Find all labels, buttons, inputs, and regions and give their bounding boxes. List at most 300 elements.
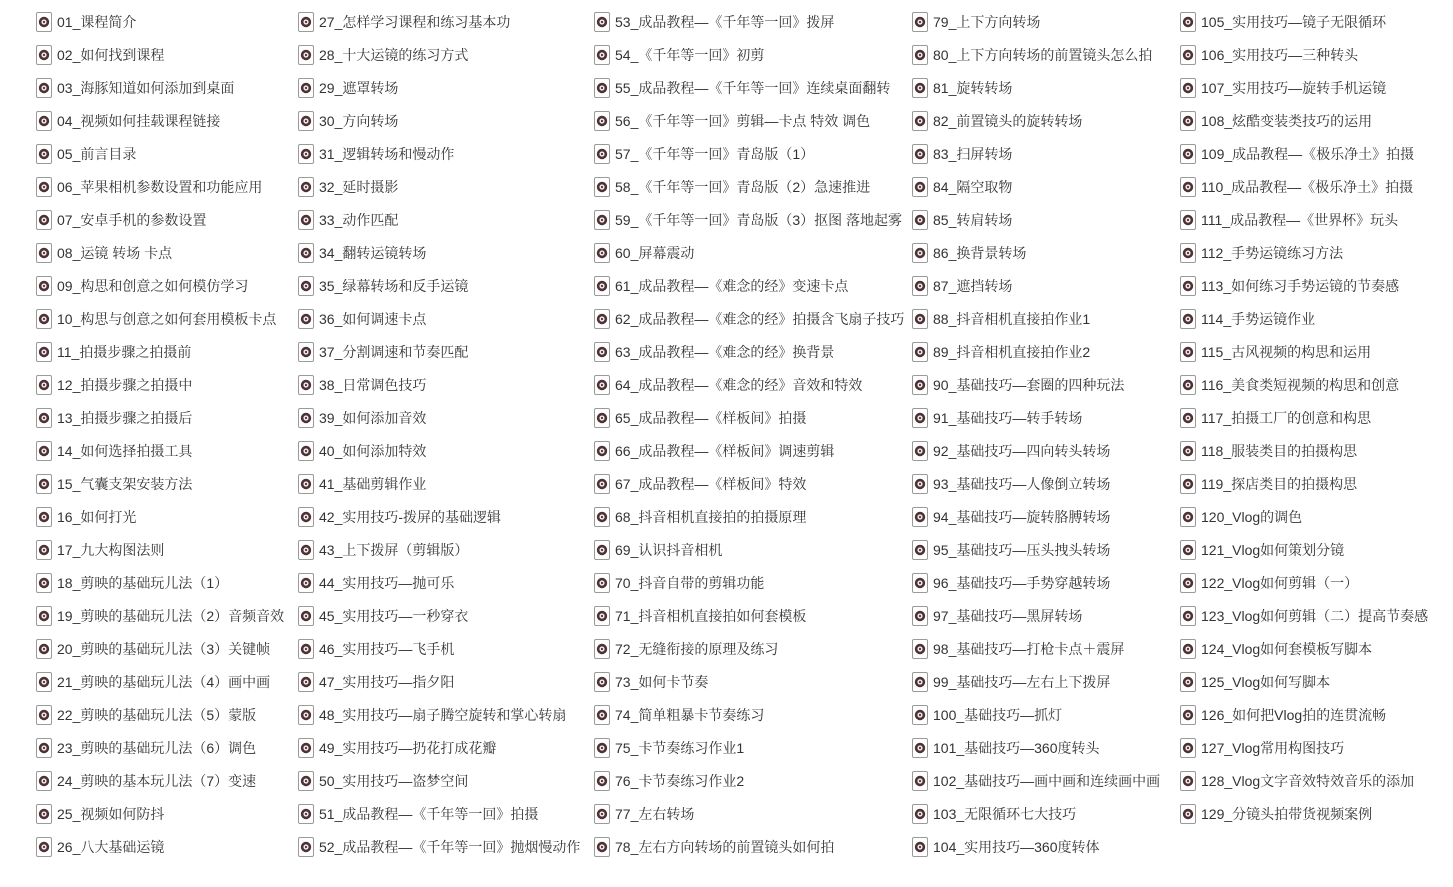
- file-item[interactable]: [298, 830, 580, 863]
- file-item-label: 95_基础技巧—压头拽头转场: [933, 542, 1111, 558]
- file-item[interactable]: [1180, 38, 1428, 71]
- file-item-label: 53_成品教程—《千年等一回》拨屏: [615, 14, 835, 30]
- file-item-label: 66_成品教程—《样板间》调速剪辑: [615, 443, 835, 459]
- file-item[interactable]: [594, 104, 904, 137]
- file-item-label: 110_成品教程—《极乐净土》拍摄: [1201, 179, 1414, 195]
- file-item-label: 117_拍摄工厂的创意和构思: [1201, 410, 1372, 426]
- video-file-icon: [912, 573, 928, 593]
- file-item-label: 09_构思和创意之如何模仿学习: [57, 278, 249, 294]
- file-item-label: 65_成品教程—《样板间》拍摄: [615, 410, 807, 426]
- video-file-icon: [912, 45, 928, 65]
- video-file-icon: [594, 606, 610, 626]
- file-item[interactable]: [298, 170, 580, 203]
- video-file-icon: [298, 771, 314, 791]
- file-item-label: 83_扫屏转场: [933, 146, 1013, 162]
- file-item[interactable]: [912, 236, 1160, 269]
- video-file-icon: [912, 771, 928, 791]
- file-item-label: 42_实用技巧-拨屏的基础逻辑: [319, 509, 502, 525]
- file-item[interactable]: [594, 5, 904, 38]
- video-file-icon: [1180, 375, 1196, 395]
- video-file-icon: [594, 705, 610, 725]
- file-item[interactable]: [36, 269, 284, 302]
- video-file-icon: [36, 309, 52, 329]
- file-item[interactable]: [298, 71, 580, 104]
- file-item[interactable]: [1180, 500, 1428, 533]
- video-file-icon: [594, 738, 610, 758]
- file-item[interactable]: [594, 533, 904, 566]
- file-item[interactable]: [912, 434, 1160, 467]
- file-item[interactable]: [912, 302, 1160, 335]
- file-item-label: 39_如何添加音效: [319, 410, 427, 426]
- video-file-icon: [1180, 45, 1196, 65]
- file-item[interactable]: [594, 335, 904, 368]
- file-item[interactable]: [594, 137, 904, 170]
- file-item[interactable]: [36, 533, 284, 566]
- file-item[interactable]: [1180, 368, 1428, 401]
- video-file-icon: [36, 507, 52, 527]
- file-item-label: 62_成品教程—《难念的经》拍摄含飞扇子技巧: [615, 311, 905, 327]
- file-item[interactable]: [594, 269, 904, 302]
- video-file-icon: [594, 375, 610, 395]
- file-item[interactable]: [1180, 698, 1428, 731]
- file-item-label: 36_如何调速卡点: [319, 311, 427, 327]
- file-item-label: 84_隔空取物: [933, 179, 1013, 195]
- file-item-label: 129_分镜头拍带货视频案例: [1201, 806, 1373, 822]
- video-file-icon: [36, 639, 52, 659]
- file-item[interactable]: [594, 203, 904, 236]
- file-item[interactable]: [298, 38, 580, 71]
- file-item[interactable]: [298, 467, 580, 500]
- file-item-label: 101_基础技巧—360度转头: [933, 740, 1100, 756]
- file-item[interactable]: [594, 698, 904, 731]
- file-item[interactable]: [298, 269, 580, 302]
- video-file-icon: [298, 243, 314, 263]
- file-item[interactable]: [298, 533, 580, 566]
- video-file-icon: [594, 540, 610, 560]
- file-item[interactable]: [912, 566, 1160, 599]
- file-item-label: 98_基础技巧—打枪卡点＋震屏: [933, 641, 1125, 657]
- file-item[interactable]: [1180, 203, 1428, 236]
- video-file-icon: [912, 639, 928, 659]
- file-item-label: 40_如何添加特效: [319, 443, 427, 459]
- file-item[interactable]: [36, 368, 284, 401]
- file-item[interactable]: [1180, 599, 1428, 632]
- file-item[interactable]: [912, 599, 1160, 632]
- file-item[interactable]: [912, 335, 1160, 368]
- file-item[interactable]: [1180, 71, 1428, 104]
- file-item[interactable]: [594, 236, 904, 269]
- file-item[interactable]: [36, 764, 284, 797]
- file-item[interactable]: [912, 797, 1160, 830]
- file-item[interactable]: [912, 137, 1160, 170]
- video-file-icon: [36, 243, 52, 263]
- file-item[interactable]: [594, 599, 904, 632]
- file-item[interactable]: [1180, 764, 1428, 797]
- file-item[interactable]: [1180, 533, 1428, 566]
- file-item-label: 14_如何选择拍摄工具: [57, 443, 193, 459]
- video-file-icon: [912, 276, 928, 296]
- file-item[interactable]: [912, 698, 1160, 731]
- file-item[interactable]: [594, 566, 904, 599]
- file-item[interactable]: [36, 401, 284, 434]
- file-item-label: 13_拍摄步骤之拍摄后: [57, 410, 193, 426]
- file-item[interactable]: [912, 38, 1160, 71]
- video-file-icon: [298, 408, 314, 428]
- file-item-label: 43_上下拨屏（剪辑版）: [319, 542, 469, 558]
- video-file-icon: [36, 672, 52, 692]
- video-file-icon: [594, 837, 610, 857]
- file-item[interactable]: [36, 665, 284, 698]
- video-file-icon: [594, 45, 610, 65]
- video-file-icon: [594, 804, 610, 824]
- file-item[interactable]: [298, 302, 580, 335]
- file-item[interactable]: [1180, 401, 1428, 434]
- file-item[interactable]: [298, 500, 580, 533]
- file-item-label: 119_探店类目的拍摄构思: [1201, 476, 1358, 492]
- file-item[interactable]: [36, 467, 284, 500]
- file-item-label: 78_左右方向转场的前置镜头如何拍: [615, 839, 835, 855]
- file-item[interactable]: [36, 236, 284, 269]
- file-item-label: 99_基础技巧—左右上下拨屏: [933, 674, 1111, 690]
- video-file-icon: [298, 804, 314, 824]
- video-file-icon: [594, 111, 610, 131]
- file-item[interactable]: [1180, 566, 1428, 599]
- video-file-icon: [912, 309, 928, 329]
- file-item-label: 52_成品教程—《千年等一回》抛烟慢动作: [319, 839, 581, 855]
- file-item[interactable]: [1180, 797, 1428, 830]
- file-item[interactable]: [36, 599, 284, 632]
- file-item[interactable]: [594, 38, 904, 71]
- file-item[interactable]: [1180, 632, 1428, 665]
- file-item-label: 21_剪映的基础玩儿法（4）画中画: [57, 674, 271, 690]
- video-file-icon: [36, 144, 52, 164]
- video-file-icon: [912, 111, 928, 131]
- file-item[interactable]: [298, 566, 580, 599]
- file-item-label: 105_实用技巧—镜子无限循环: [1201, 14, 1387, 30]
- file-item[interactable]: [1180, 269, 1428, 302]
- file-item-label: 38_日常调色技巧: [319, 377, 427, 393]
- file-item-label: 59_《千年等一回》青岛版（3）抠图 落地起雾: [615, 212, 903, 228]
- video-file-icon: [1180, 309, 1196, 329]
- video-file-icon: [36, 408, 52, 428]
- file-item[interactable]: [1180, 137, 1428, 170]
- video-file-icon: [594, 12, 610, 32]
- file-item[interactable]: [594, 401, 904, 434]
- video-file-icon: [36, 78, 52, 98]
- file-item-label: 64_成品教程—《难念的经》音效和特效: [615, 377, 863, 393]
- file-item-label: 07_安卓手机的参数设置: [57, 212, 207, 228]
- video-file-icon: [36, 12, 52, 32]
- video-file-icon: [298, 573, 314, 593]
- file-item[interactable]: [1180, 302, 1428, 335]
- file-item-label: 72_无缝衔接的原理及练习: [615, 641, 779, 657]
- file-item[interactable]: [1180, 170, 1428, 203]
- file-item[interactable]: [36, 302, 284, 335]
- file-item[interactable]: [36, 566, 284, 599]
- video-file-icon: [912, 408, 928, 428]
- video-file-icon: [36, 441, 52, 461]
- file-item[interactable]: [912, 5, 1160, 38]
- video-file-icon: [298, 705, 314, 725]
- video-file-icon: [912, 375, 928, 395]
- file-item[interactable]: [594, 170, 904, 203]
- video-file-icon: [1180, 210, 1196, 230]
- file-item-label: 111_成品教程—《世界杯》玩头: [1201, 212, 1399, 228]
- file-item[interactable]: [298, 335, 580, 368]
- file-item[interactable]: [912, 368, 1160, 401]
- file-item[interactable]: [298, 698, 580, 731]
- file-item-label: 41_基础剪辑作业: [319, 476, 427, 492]
- video-file-icon: [1180, 540, 1196, 560]
- video-file-icon: [594, 474, 610, 494]
- file-item-label: 100_基础技巧—抓灯: [933, 707, 1063, 723]
- file-item-label: 79_上下方向转场: [933, 14, 1041, 30]
- file-item-label: 45_实用技巧—一秒穿衣: [319, 608, 469, 624]
- video-file-icon: [36, 210, 52, 230]
- file-item-label: 11_拍摄步骤之拍摄前: [57, 344, 192, 360]
- file-item-label: 02_如何找到课程: [57, 47, 165, 63]
- video-file-icon: [298, 474, 314, 494]
- file-item-label: 22_剪映的基础玩儿法（5）蒙版: [57, 707, 257, 723]
- file-item[interactable]: [912, 665, 1160, 698]
- file-item-label: 49_实用技巧—扔花打成花瓣: [319, 740, 497, 756]
- file-item[interactable]: [912, 764, 1160, 797]
- video-file-icon: [912, 804, 928, 824]
- file-item-label: 31_逻辑转场和慢动作: [319, 146, 455, 162]
- file-item[interactable]: [36, 203, 284, 236]
- video-file-icon: [1180, 111, 1196, 131]
- file-item-label: 77_左右转场: [615, 806, 695, 822]
- file-item[interactable]: [1180, 5, 1428, 38]
- file-item[interactable]: [1180, 665, 1428, 698]
- file-item-label: 120_Vlog的调色: [1201, 509, 1303, 525]
- file-item[interactable]: [298, 632, 580, 665]
- file-item[interactable]: [912, 401, 1160, 434]
- video-file-icon: [36, 606, 52, 626]
- file-item-label: 50_实用技巧—盗梦空间: [319, 773, 469, 789]
- video-file-icon: [298, 507, 314, 527]
- file-item[interactable]: [594, 434, 904, 467]
- file-item[interactable]: [594, 731, 904, 764]
- file-item[interactable]: [594, 467, 904, 500]
- file-item-label: 125_Vlog如何写脚本: [1201, 674, 1331, 690]
- file-item[interactable]: [36, 335, 284, 368]
- video-file-icon: [594, 309, 610, 329]
- video-file-icon: [1180, 441, 1196, 461]
- video-file-icon: [594, 771, 610, 791]
- file-item[interactable]: [912, 533, 1160, 566]
- video-file-icon: [1180, 639, 1196, 659]
- file-item-label: 51_成品教程—《千年等一回》拍摄: [319, 806, 539, 822]
- file-item[interactable]: [594, 71, 904, 104]
- video-file-icon: [36, 738, 52, 758]
- video-file-icon: [912, 606, 928, 626]
- video-file-icon: [36, 573, 52, 593]
- file-item-label: 69_认识抖音相机: [615, 542, 723, 558]
- file-item-selected[interactable]: [36, 5, 284, 38]
- video-file-icon: [912, 507, 928, 527]
- file-item[interactable]: [298, 764, 580, 797]
- file-item[interactable]: [594, 797, 904, 830]
- file-item[interactable]: [36, 500, 284, 533]
- video-file-icon: [1180, 342, 1196, 362]
- video-file-icon: [1180, 705, 1196, 725]
- file-item[interactable]: [298, 5, 580, 38]
- video-file-icon: [594, 144, 610, 164]
- video-file-icon: [912, 672, 928, 692]
- video-file-icon: [1180, 804, 1196, 824]
- video-file-icon: [1180, 177, 1196, 197]
- file-item-label: 115_古风视频的构思和运用: [1201, 344, 1372, 360]
- file-item[interactable]: [594, 764, 904, 797]
- file-item[interactable]: [298, 368, 580, 401]
- file-item[interactable]: [36, 797, 284, 830]
- file-item[interactable]: [298, 401, 580, 434]
- video-file-icon: [912, 210, 928, 230]
- video-file-icon: [594, 243, 610, 263]
- file-item-label: 92_基础技巧—四向转头转场: [933, 443, 1111, 459]
- video-file-icon: [1180, 771, 1196, 791]
- file-column-5: [1180, 5, 1428, 830]
- file-item[interactable]: [1180, 236, 1428, 269]
- video-file-icon: [912, 12, 928, 32]
- file-item-label: 81_旋转转场: [933, 80, 1013, 96]
- file-item[interactable]: [1180, 731, 1428, 764]
- file-item-label: 30_方向转场: [319, 113, 399, 129]
- file-item[interactable]: [36, 104, 284, 137]
- file-item-label: 91_基础技巧—转手转场: [933, 410, 1083, 426]
- file-item-label: 109_成品教程—《极乐净土》拍摄: [1201, 146, 1415, 162]
- video-file-icon: [36, 111, 52, 131]
- file-item[interactable]: [594, 500, 904, 533]
- file-item-label: 55_成品教程—《千年等一回》连续桌面翻转: [615, 80, 891, 96]
- file-item-label: 86_换背景转场: [933, 245, 1027, 261]
- file-item[interactable]: [1180, 434, 1428, 467]
- file-item[interactable]: [36, 830, 284, 863]
- file-item[interactable]: [1180, 335, 1428, 368]
- file-item-label: 48_实用技巧—扇子腾空旋转和掌心转扇: [319, 707, 567, 723]
- video-file-icon: [1180, 408, 1196, 428]
- file-item[interactable]: [594, 665, 904, 698]
- video-file-icon: [594, 276, 610, 296]
- file-item[interactable]: [912, 71, 1160, 104]
- file-item-label: 103_无限循环七大技巧: [933, 806, 1077, 822]
- video-file-icon: [912, 474, 928, 494]
- file-item-label: 25_视频如何防抖: [57, 806, 165, 822]
- file-item-label: 68_抖音相机直接拍的拍摄原理: [615, 509, 807, 525]
- video-file-icon: [594, 177, 610, 197]
- file-item[interactable]: [912, 467, 1160, 500]
- file-item[interactable]: [36, 170, 284, 203]
- file-item[interactable]: [36, 71, 284, 104]
- file-item[interactable]: [912, 170, 1160, 203]
- file-item[interactable]: [298, 665, 580, 698]
- file-item-label: 44_实用技巧—抛可乐: [319, 575, 455, 591]
- file-column-4: [912, 5, 1160, 863]
- video-file-icon: [594, 441, 610, 461]
- file-item-label: 54_《千年等一回》初剪: [615, 47, 765, 63]
- file-item[interactable]: [594, 632, 904, 665]
- file-item[interactable]: [594, 302, 904, 335]
- file-item-label: 05_前言目录: [57, 146, 137, 162]
- file-item-label: 35_绿幕转场和反手运镜: [319, 278, 469, 294]
- file-item[interactable]: [594, 830, 904, 863]
- file-item[interactable]: [912, 104, 1160, 137]
- file-item-label: 89_抖音相机直接拍作业2: [933, 344, 1091, 360]
- video-file-icon: [912, 738, 928, 758]
- video-file-icon: [298, 111, 314, 131]
- file-item-label: 93_基础技巧—人像倒立转场: [933, 476, 1111, 492]
- file-item-label: 33_动作匹配: [319, 212, 399, 228]
- file-item-label: 121_Vlog如何策划分镜: [1201, 542, 1345, 558]
- file-item-label: 10_构思与创意之如何套用模板卡点: [57, 311, 277, 327]
- file-item[interactable]: [36, 38, 284, 71]
- file-item[interactable]: [298, 137, 580, 170]
- file-item[interactable]: [298, 104, 580, 137]
- file-item-label: 107_实用技巧—旋转手机运镜: [1201, 80, 1387, 96]
- file-item-label: 17_九大构图法则: [57, 542, 165, 558]
- file-item[interactable]: [912, 269, 1160, 302]
- file-item[interactable]: [912, 203, 1160, 236]
- file-item[interactable]: [36, 731, 284, 764]
- file-item-label: 47_实用技巧—指夕阳: [319, 674, 455, 690]
- video-file-icon: [594, 672, 610, 692]
- video-file-icon: [912, 705, 928, 725]
- file-item-label: 76_卡节奏练习作业2: [615, 773, 745, 789]
- file-item-label: 56_《千年等一回》剪辑—卡点 特效 调色: [615, 113, 871, 129]
- file-item-label: 27_怎样学习课程和练习基本功: [319, 14, 511, 30]
- file-item[interactable]: [36, 632, 284, 665]
- video-file-icon: [298, 639, 314, 659]
- file-item[interactable]: [912, 632, 1160, 665]
- file-item[interactable]: [298, 599, 580, 632]
- video-file-icon: [912, 177, 928, 197]
- video-file-icon: [298, 375, 314, 395]
- video-file-icon: [298, 276, 314, 296]
- file-item-label: 96_基础技巧—手势穿越转场: [933, 575, 1111, 591]
- video-file-icon: [298, 177, 314, 197]
- video-file-icon: [594, 573, 610, 593]
- video-file-icon: [912, 78, 928, 98]
- file-item[interactable]: [912, 830, 1160, 863]
- file-item[interactable]: [298, 797, 580, 830]
- file-item[interactable]: [1180, 467, 1428, 500]
- file-item-label: 03_海豚知道如何添加到桌面: [57, 80, 235, 96]
- file-item[interactable]: [298, 434, 580, 467]
- file-item[interactable]: [1180, 104, 1428, 137]
- file-item-label: 94_基础技巧—旋转胳膊转场: [933, 509, 1111, 525]
- file-item[interactable]: [298, 203, 580, 236]
- file-item[interactable]: [36, 137, 284, 170]
- video-file-icon: [594, 78, 610, 98]
- file-item[interactable]: [912, 500, 1160, 533]
- file-item[interactable]: [298, 236, 580, 269]
- file-item[interactable]: [36, 434, 284, 467]
- file-item[interactable]: [36, 698, 284, 731]
- file-item[interactable]: [594, 368, 904, 401]
- file-item-label: 71_抖音相机直接拍如何套模板: [615, 608, 807, 624]
- file-item-label: 97_基础技巧—黑屏转场: [933, 608, 1083, 624]
- file-item-label: 01_课程简介: [57, 14, 137, 30]
- video-file-icon: [298, 441, 314, 461]
- file-item-label: 16_如何打光: [57, 509, 137, 525]
- video-file-icon: [1180, 507, 1196, 527]
- file-item-label: 58_《千年等一回》青岛版（2）急速推进: [615, 179, 871, 195]
- video-file-icon: [1180, 573, 1196, 593]
- file-item[interactable]: [912, 731, 1160, 764]
- file-item-label: 04_视频如何挂载课程链接: [57, 113, 221, 129]
- file-item[interactable]: [298, 731, 580, 764]
